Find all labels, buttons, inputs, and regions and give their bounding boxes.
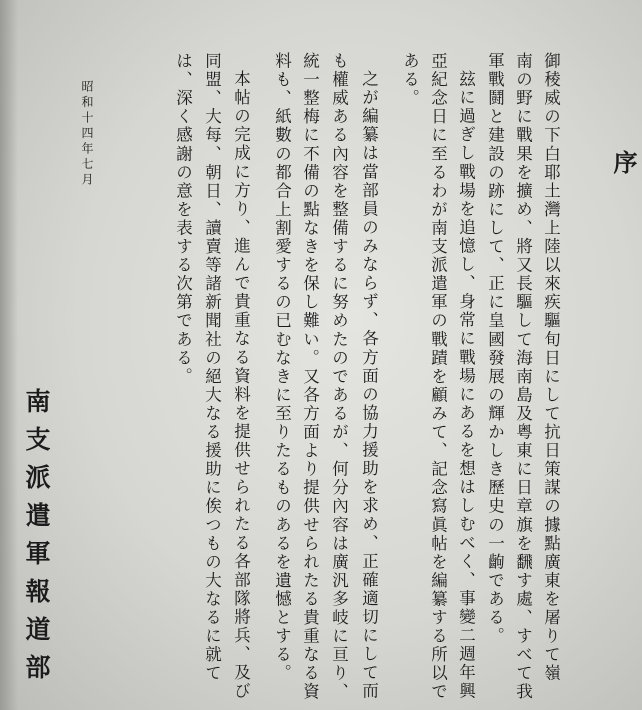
preface-line: 本帖の完成に方り、進んで貴重なる資料を提供せられたる各部隊將兵、及び — [231, 70, 251, 701]
preface-heading: 序 — [609, 150, 638, 174]
preface-line: 亞紀念日に至るわが南支派遣軍の戰蹟を顧みて、記念寫眞帖を編纂する所以で — [428, 52, 448, 702]
page-edge-shadow — [0, 0, 18, 710]
signature-block: 南支派遣軍報道部 — [22, 388, 51, 692]
preface-line: 統一整梅に不備の點なきを保し難い。又各方面より提供せられたる貴重なる資 — [300, 52, 320, 702]
preface-line: 軍戰鬪と建設の跡にして、正に皇國發展の輝かしき歷史の一齣である。 — [485, 52, 505, 646]
date-line: 昭和十四年七月 — [80, 80, 94, 189]
preface-line: 同盟、大每、朝日、讀賣等諸新聞社の絕大なる援助に俟つもの大なるに就て — [202, 52, 222, 683]
preface-line: 玆に過ぎし戰場を追憶し、身常に戰場にあるを想はしむべく、事變二週年興 — [456, 70, 476, 701]
preface-line: も權威ある內容を整備するに努めたのであるが、何分內容は廣汎多岐に亘り、 — [329, 52, 349, 702]
preface-line: 南の野に戰果を擴め、將又長驅して海南島及粤東に日章旗を飜す處、すべて我 — [513, 52, 533, 702]
preface-line: 之が編纂は當部員のみならず、各方面の協力援助を求め、正確適切にして而 — [359, 70, 379, 701]
preface-line: 料も、紙數の都合上割愛するの已むなきに至りたるものあるを遺憾とする。 — [272, 52, 292, 683]
preface-line: 御稜威の下白耶土灣上陸以來疾驅旬日にして抗日策謀の據點廣東を屠りて嶺 — [541, 52, 561, 683]
preface-line: ある。 — [400, 52, 420, 108]
preface-line: は、深く感謝の意を表する次第である。 — [173, 52, 193, 386]
